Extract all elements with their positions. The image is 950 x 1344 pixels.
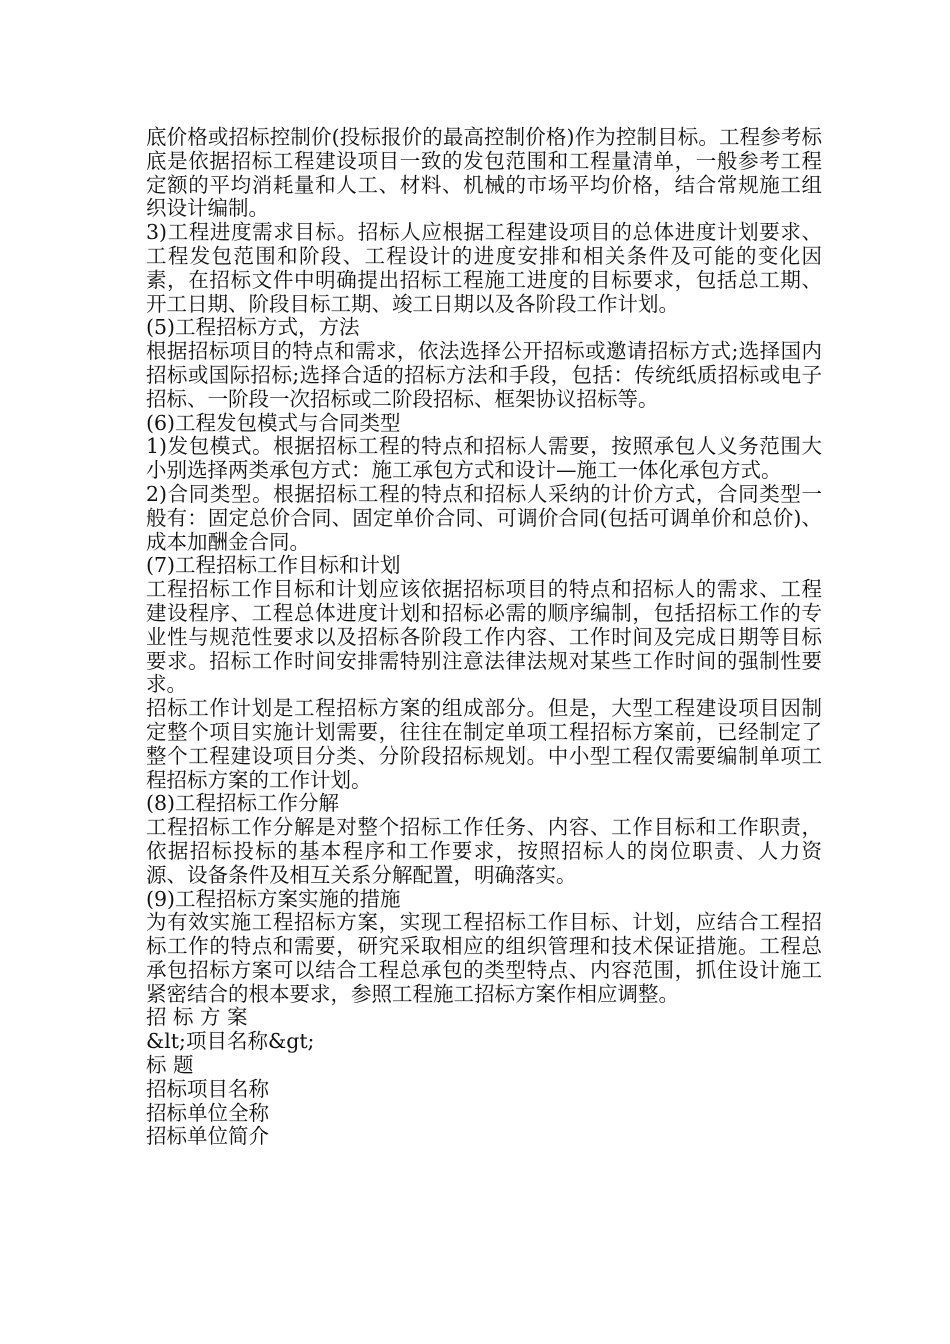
form-unit-intro-label: 招标单位简介 (146, 1124, 269, 1149)
heading-contract-mode: (6)工程发包模式与合同类型 (146, 410, 401, 435)
form-heading-label: 标 题 (146, 1053, 194, 1078)
paragraph-work-plan: 工程招标工作目标和计划应该依据招标项目的特点和招标人的需求、工程建设程序、工程总体进度计划和招标必需的顺序编制，包括招标工作的专业性与规范性要求以及招标各阶段工作内容、工作时间及完成日期等目标要求。招标工作时间安排需特别注意法律法规对某些工作时间的强制性要求。 (146, 577, 822, 697)
paragraph-contract-mode: 1)发包模式。根据招标工程的特点和招标人需要，按照承包人义务范围大小别选择两类承包方式：施工承包方式和设计—施工一体化承包方式。 (146, 434, 822, 483)
paragraph-contract-type: 2)合同类型。根据招标工程的特点和招标人采纳的计价方式，合同类型一般有：固定总价合同、固定单价合同、可调价合同(包括可调单价和总价)、成本加酬金合同。 (146, 481, 822, 554)
paragraph-schedule-target: 3)工程进度需求目标。招标人应根据工程建设项目的总体进度计划要求、工程发包范围和阶段、工程设计的进度安排和相关条件及可能的变化因素，在招标文件中明确提出招标工程施工进度的目标要求，包括总工期、开工日期、阶段目标工期、竣工日期以及各阶段工作计划。 (146, 220, 822, 316)
paragraph-work-plan-detail: 招标工作计划是工程招标方案的组成部分。但是，大型工程建设项目因制定整个项目实施计划需要，往往在制定单项工程招标方案前，已经制定了整个工程建设项目分类、分阶段招标规划。中小型工程仅需要编制单项工程招标方案的工作计划。 (146, 696, 822, 792)
form-project-name-placeholder: &lt;项目名称&gt; (146, 1029, 315, 1054)
document-body (146, 126, 822, 1149)
form-unit-fullname-label: 招标单位全称 (146, 1100, 269, 1125)
paragraph-tender-method: 根据招标项目的特点和需求，依法选择公开招标或邀请招标方式;选择国内招标或国际招标;选择合适的招标方法和手段，包括：传统纸质招标或电子招标、一阶段一次招标或二阶段招标、框架协议招标等。 (146, 339, 822, 411)
form-title: 招 标 方 案 (146, 1005, 248, 1030)
paragraph-implementation-measures: 为有效实施工程招标方案，实现工程招标工作目标、计划，应结合工程招标工作的特点和需要，研究采取相应的组织管理和技术保证措施。工程总承包招标方案可以结合工程总承包的类型特点、内容范围，抓住设计施工紧密结合的根本要求，参照工程施工招标方案作相应调整。 (146, 910, 822, 1006)
heading-implementation-measures: (9)工程招标方案实施的措施 (146, 886, 401, 911)
heading-work-breakdown: (8)工程招标工作分解 (146, 791, 340, 816)
paragraph-work-breakdown: 工程招标工作分解是对整个招标工作任务、内容、工作目标和工作职责，依据招标投标的基本程序和工作要求，按照招标人的岗位职责、人力资源、设备条件及相互关系分解配置，明确落实。 (146, 815, 822, 887)
form-project-name-label: 招标项目名称 (146, 1076, 269, 1101)
heading-tender-method: (5)工程招标方式，方法 (146, 315, 360, 340)
heading-work-plan: (7)工程招标工作目标和计划 (146, 553, 401, 578)
paragraph-cost-control: 底价格或招标控制价(投标报价的最高控制价格)作为控制目标。工程参考标底是依据招标工程建设项目一致的发包范围和工程量清单，一般参考工程定额的平均消耗量和人工、材料、机械的市场平均价格，结合常规施工组织设计编制。 (146, 125, 822, 221)
